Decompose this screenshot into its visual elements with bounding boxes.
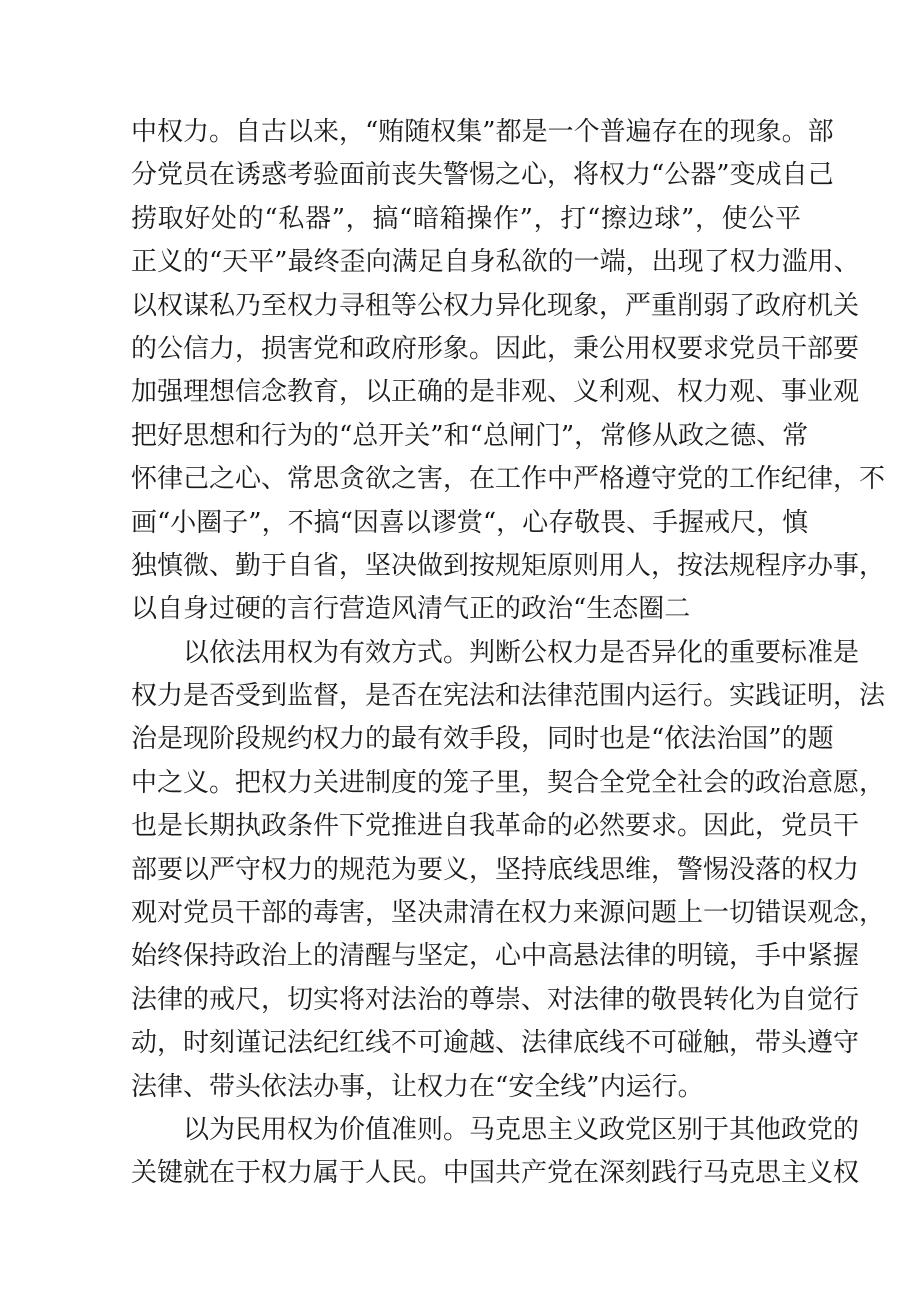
text-line: 的公信力，损害党和政府形象。因此，秉公用权要求党员干部要 xyxy=(131,333,860,364)
paragraph-2 xyxy=(131,632,886,1109)
text-line: 正义的“天平”最终歪向满足自身私欲的一端，出现了权力滥用、 xyxy=(131,247,860,278)
text-line: 部要以严守权力的规范为要义，坚持底线思维，警惕没落的权力 xyxy=(131,854,860,885)
text-line: 治是现阶段规约权力的最有效手段，同时也是“依法治国”的题 xyxy=(131,724,834,755)
text-line: 捞取好处的“私器”，搞“暗箱操作”，打“擦边球”，使公平 xyxy=(131,203,801,234)
text-line: 把好思想和行为的“总开关”和“总闸门”，常修从政之德、常 xyxy=(131,420,809,451)
text-line: 加强理想信念教育，以正确的是非观、义利观、权力观、事业观 xyxy=(131,377,860,408)
text-line: 中之义。把权力关进制度的笼子里，契合全党全社会的政治意愿， xyxy=(131,767,886,798)
text-line: 以依法用权为有效方式。判断公权力是否异化的重要标准是 xyxy=(183,637,860,668)
text-line: 分党员在诱惑考验面前丧失警惕之心，将权力“公器”变成自己 xyxy=(131,160,834,191)
text-line: 以为民用权为价值准则。马克思主义政党区别于其他政党的 xyxy=(183,1114,860,1145)
text-line: 怀律己之心、常思贪欲之害，在工作中严格遵守党的工作纪律，不 xyxy=(131,464,886,495)
text-line: 画“小圈子”，不搞“因喜以谬赏“，心存敬畏、手握戒尺，慎 xyxy=(131,507,809,538)
paragraph-1 xyxy=(131,111,886,632)
text-line: 中权力。自古以来，“贿随权集”都是一个普遍存在的现象。部 xyxy=(131,117,834,147)
text-line: 动，时刻谨记法纪红线不可逾越、法律底线不可碰触，带头遵守 xyxy=(131,1028,860,1059)
document-body xyxy=(131,111,886,1196)
text-line: 独慎微、勤于自省，坚决做到按规矩原则用人，按法规程序办事， xyxy=(131,550,886,581)
text-line: 以权谋私乃至权力寻租等公权力异化现象，严重削弱了政府机关 xyxy=(131,290,860,321)
text-line: 法律的戒尺，切实将对法治的尊崇、对法律的敬畏转化为自觉行 xyxy=(131,984,860,1015)
text-line: 以自身过硬的言行营造风清气正的政治“生态圈二 xyxy=(131,594,691,625)
text-line: 观对党员干部的毒害，坚决肃清在权力来源问题上一切错误观念， xyxy=(131,898,886,929)
text-line: 也是长期执政条件下党推进自我革命的必然要求。因此，党员干 xyxy=(131,811,860,842)
paragraph-3 xyxy=(131,1109,860,1196)
text-line: 始终保持政治上的清醒与坚定，心中高悬法律的明镜，手中紧握 xyxy=(131,941,860,972)
text-line: 法律、带头依法办事，让权力在“安全线”内运行。 xyxy=(131,1071,704,1102)
text-line: 权力是否受到监督，是否在宪法和法律范围内运行。实践证明，法 xyxy=(131,681,886,712)
text-line: 关键就在于权力属于人民。中国共产党在深刻践行马克思主义权 xyxy=(131,1158,860,1189)
